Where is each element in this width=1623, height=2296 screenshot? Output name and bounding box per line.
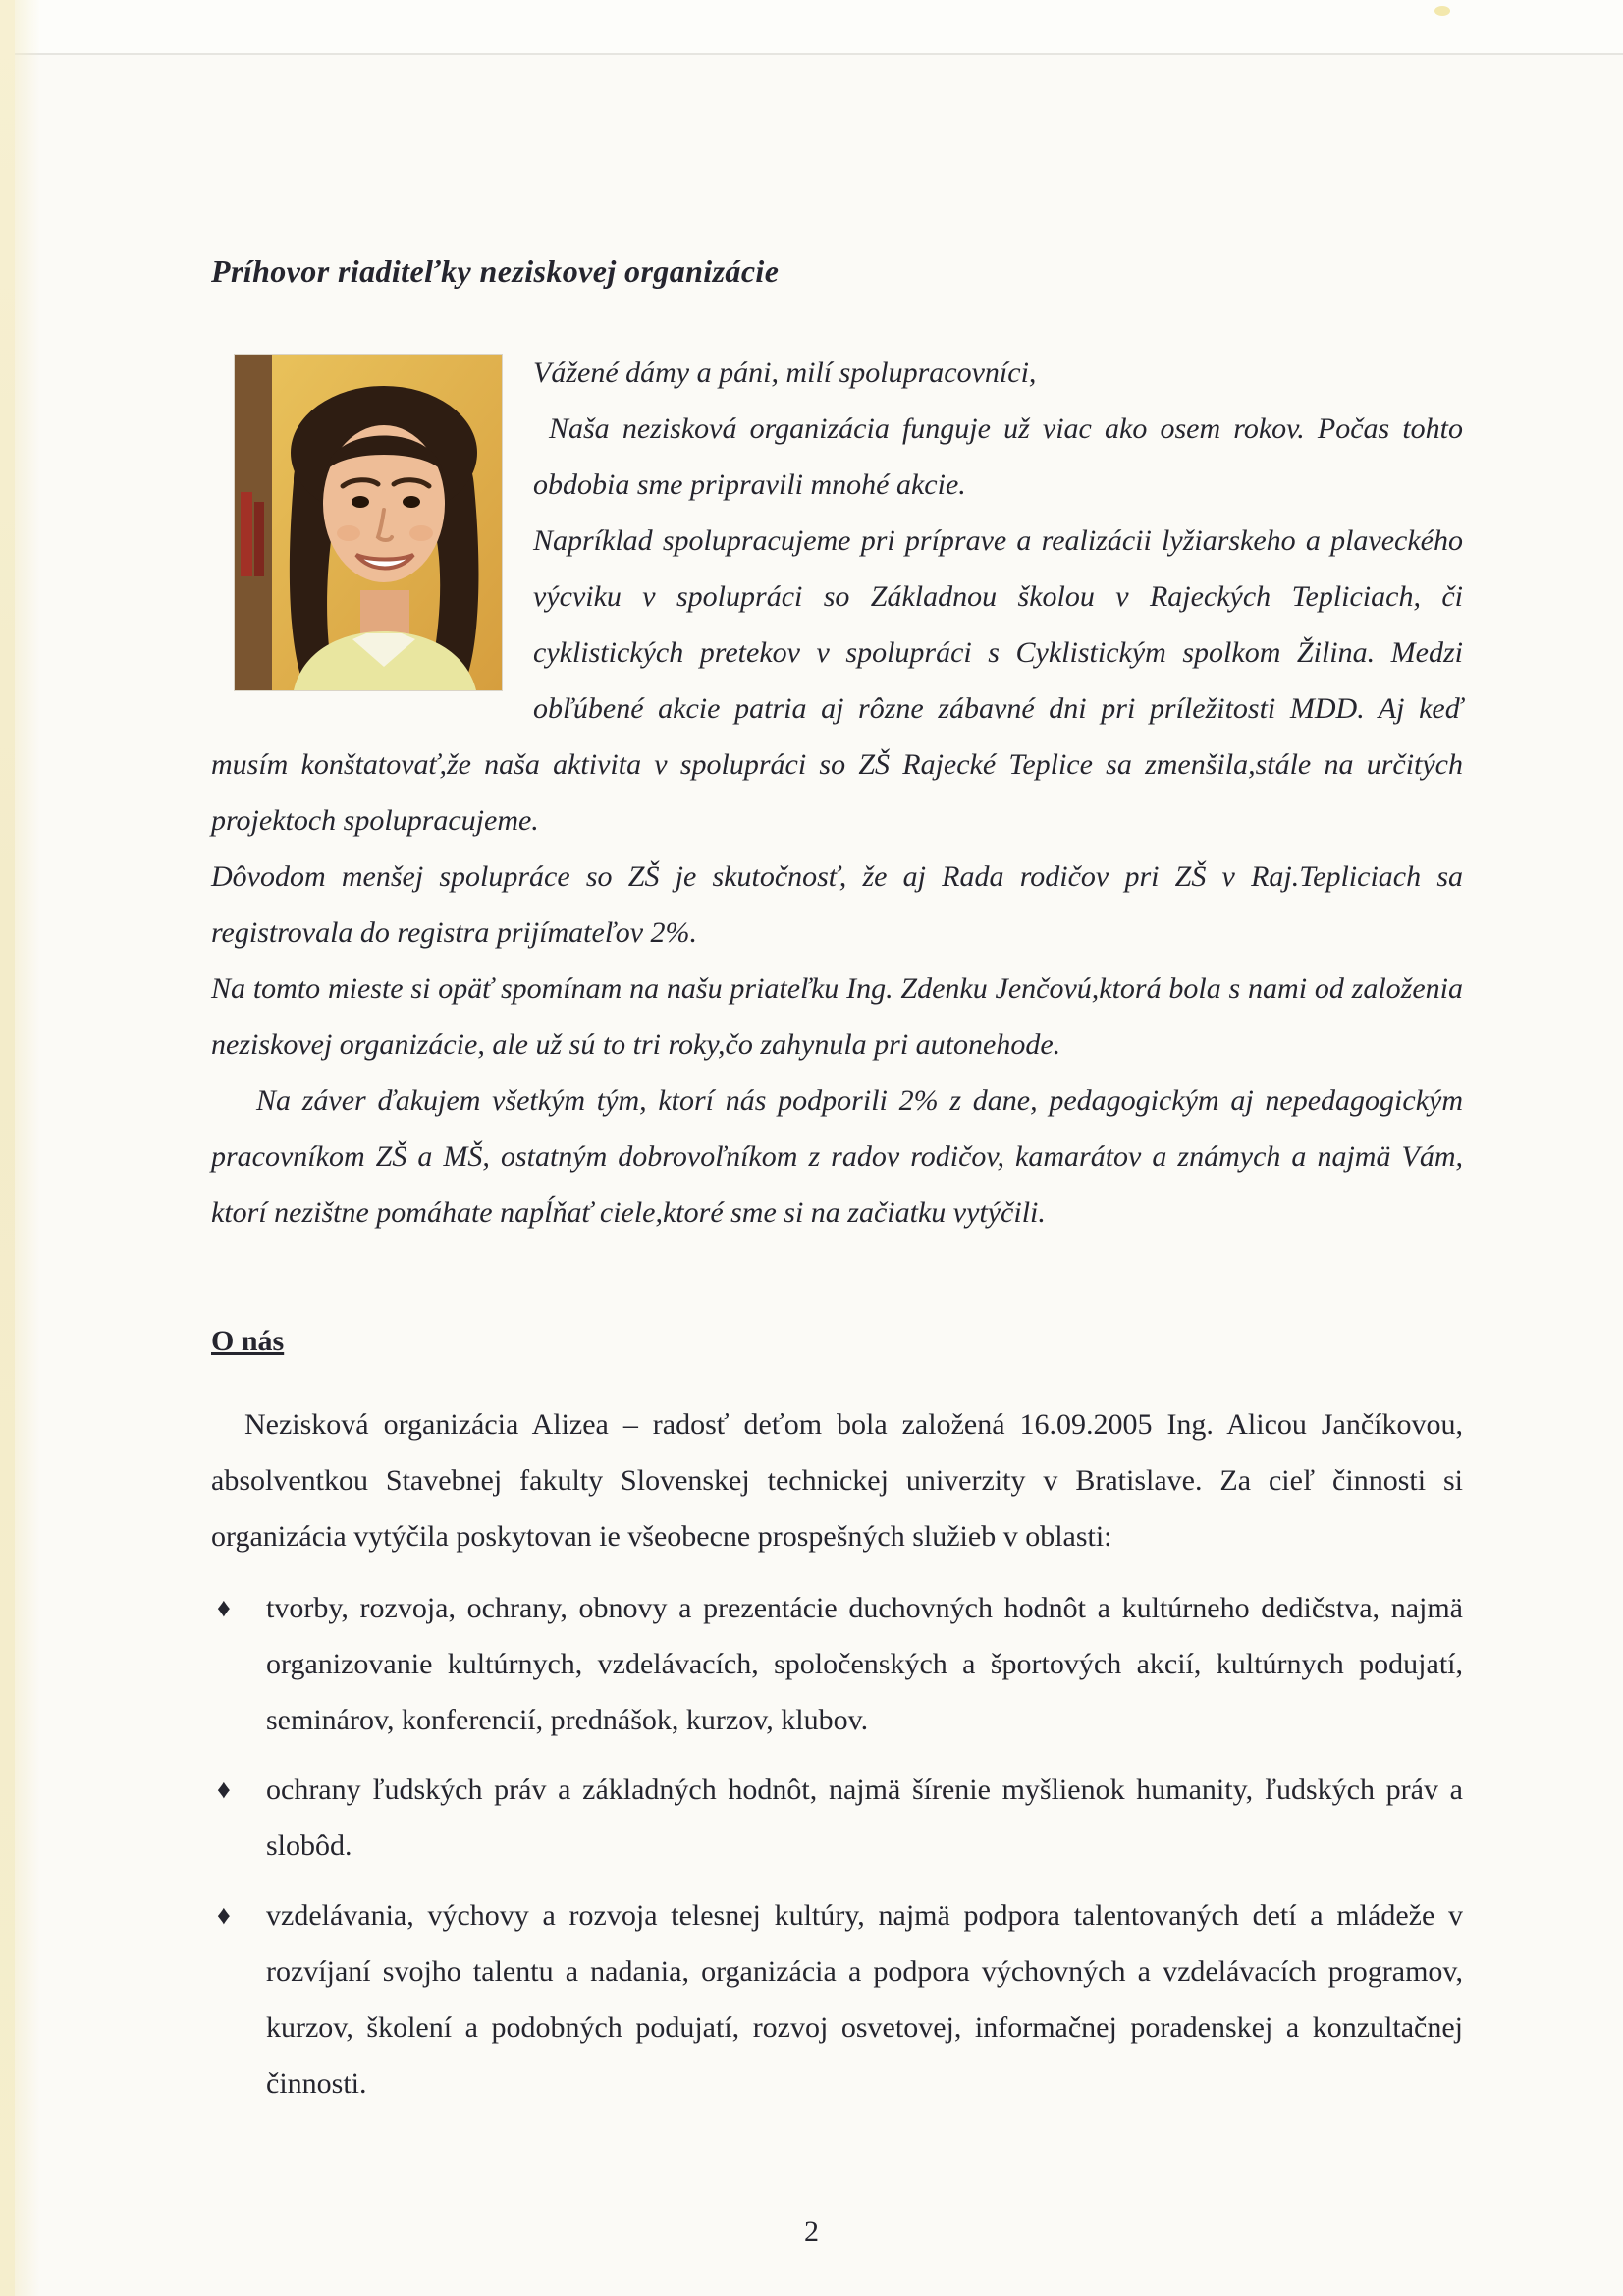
- portrait-photo: [235, 355, 502, 690]
- portrait-photo-illustration: [235, 355, 502, 690]
- diamond-bullet-icon: ♦: [217, 1900, 231, 1930]
- about-section: [211, 1313, 1463, 2111]
- intro-opening-line: Vážené dámy a páni, milí spolupracovníci,: [533, 356, 1037, 389]
- intro-paragraph-2: Napríklad spolupracujeme pri príprave a realizácii lyžiarskeho a plaveckého výcviku v spolupráci so Základnou školou v Rajeckých Tepliciach, či cyklistických pretekov v spolupráci s Cyklistickým spolkom Žilina. Medzi obľúbené akcie patria aj rôzne zábavné dni pri príležitosti MDD. Aj keď musím konštatovať,že naša aktivita v spolupráci so ZŠ Rajecké Teplice sa zmenšila,stále na určitých projektoch spolupracujeme.: [211, 524, 1463, 837]
- intro-paragraph-5: Na záver ďakujem všetkým tým, ktorí nás podporili 2% z dane, pedagogickým aj nepedagogickým pracovníkom ZŠ a MŠ, ostatným dobrovoľníkom z radov rodičov, kamarátov a známych a najmä Vám, ktorí nezištne pomáhate napĺňať ciele,ktoré sme si na začiatku vytýčili.: [211, 1084, 1463, 1229]
- list-item: [211, 1887, 1463, 2111]
- bullet-text: tvorby, rozvoja, ochrany, obnovy a prezentácie duchovných hodnôt a kultúrneho dedičstva, najmä organizovanie kultúrnych, vzdelávacích, spoločenských a športových akcií, kultúrnych podujatí, seminárov, konferencií, prednášok, kurzov, klubov.: [266, 1592, 1463, 1736]
- about-heading: O nás: [211, 1325, 285, 1357]
- about-paragraph: Nezisková organizácia Alizea – radosť deťom bola založená 16.09.2005 Ing. Alicou Jančíkovou, absolventkou Stavebnej fakulty Slovenskej technickej univerzity v Bratislave. Za cieľ činnosti si organizácia vytýčila poskytovan ie všeobecne prospešných služieb v oblasti:: [211, 1408, 1463, 1553]
- scan-top-strip: [0, 0, 1623, 53]
- list-item: [211, 1580, 1463, 1748]
- diamond-bullet-icon: ♦: [217, 1593, 231, 1622]
- page-number: 2: [804, 2215, 819, 2248]
- intro-paragraph-4: Na tomto mieste si opäť spomínam na našu priateľku Ing. Zdenku Jenčovú,ktorá bola s nami od založenia neziskovej organizácie, ale už sú to tri roky,čo zahynula pri autonehode.: [211, 972, 1463, 1061]
- about-bullet-list: [211, 1580, 1463, 2111]
- document-content: [211, 244, 1463, 2125]
- intro-paragraph-1: Naša nezisková organizácia funguje už viac ako osem rokov. Počas tohto obdobia sme pripravili mnohé akcie.: [533, 412, 1463, 501]
- page-title: Príhovor riaditeľky neziskovej organizácie: [211, 253, 780, 289]
- list-item: [211, 1762, 1463, 1874]
- diamond-bullet-icon: ♦: [217, 1775, 231, 1804]
- intro-paragraph-3: Dôvodom menšej spolupráce so ZŠ je skutočnosť, že aj Rada rodičov pri ZŠ v Raj.Tepliciach sa registrovala do registra prijímateľov 2%.: [211, 860, 1463, 949]
- bullet-text: ochrany ľudských práv a základných hodnôt, najmä šírenie myšlienok humanity, ľudských práv a slobôd.: [266, 1774, 1463, 1862]
- intro-section: [211, 345, 1463, 1240]
- scan-speck: [1434, 6, 1450, 16]
- scan-left-edge: [0, 0, 15, 2296]
- scan-top-line: [0, 53, 1623, 55]
- bullet-text: vzdelávania, výchovy a rozvoja telesnej kultúry, najmä podpora talentovaných detí a mládeže v rozvíjaní svojho talentu a nadania, organizácia a podpora výchovných a vzdelávacích programov, kurzov, školení a podobných podujatí, rozvoj osvetovej, informačnej poradenskej a konzultačnej činnosti.: [266, 1899, 1463, 2100]
- scan-left-glow: [15, 0, 40, 2296]
